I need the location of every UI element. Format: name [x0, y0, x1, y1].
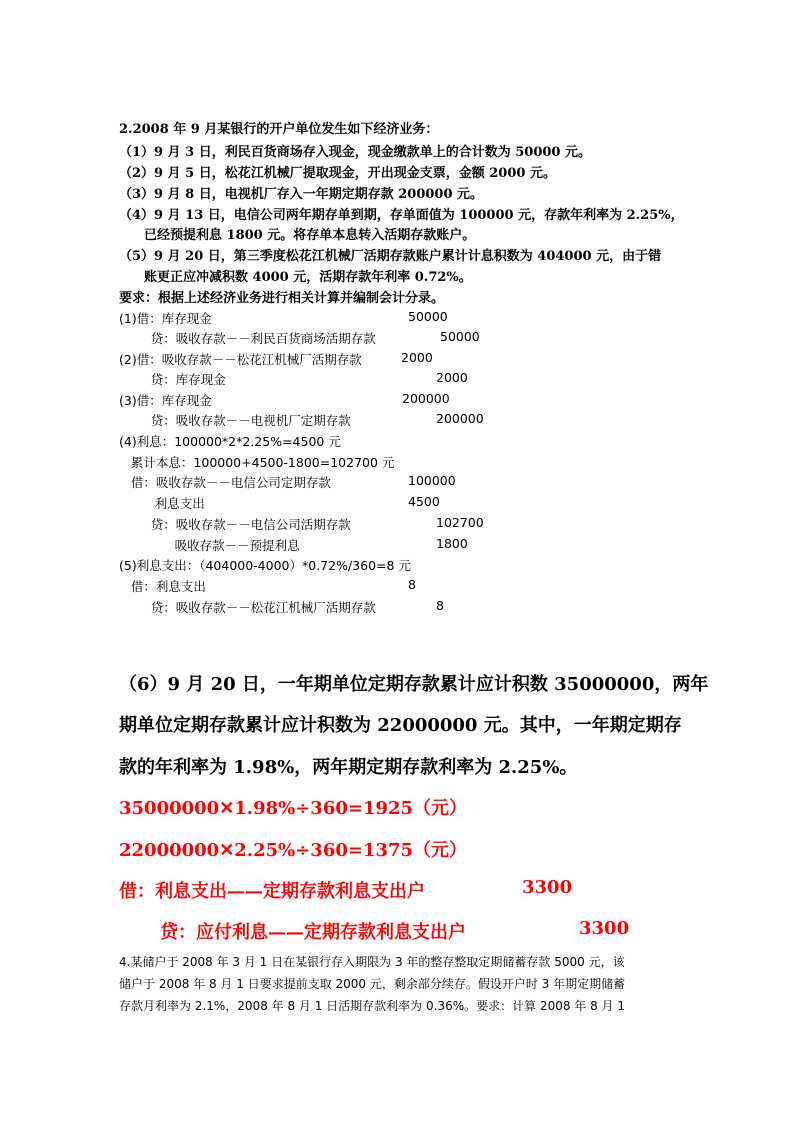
entry-4-credit-amount: 102700 [436, 515, 484, 530]
entry-1-debit: (1)借：库存现金 [119, 311, 212, 326]
entry-3-debit-amount: 200000 [402, 391, 450, 406]
entry-4-credit-2-amount: 1800 [436, 536, 468, 551]
entry-4-debit: 借：吸收存款－－电信公司定期存款 [119, 475, 331, 490]
entry-3-credit-amount: 200000 [436, 411, 484, 426]
item-3: （3）9 月 8 日，电视机厂存入一年期定期存款 200000 元。 [119, 187, 484, 202]
requirement-line: 要求：根据上述经济业务进行相关计算并编制会计分录。 [119, 291, 445, 306]
calc-line-2: 22000000✕2.25%÷360=1375（元） [119, 840, 468, 861]
entry-1-credit: 贷：吸收存款－－利民百货商场活期存款 [119, 331, 376, 346]
entry-4-interest: (4)利息：100000*2*2.25%=4500 元 [119, 434, 341, 449]
entry-1-credit-amount: 50000 [440, 329, 480, 344]
item-5-cont: 账更正应冲减积数 4000 元，活期存款年利率 0.72%。 [144, 270, 472, 285]
problem-4-line-3: 存款月利率为 2.1%，2008 年 8 月 1 日活期存款利率为 0.36%。要求：计算 2008 年 8 月 1 [119, 999, 626, 1013]
entry-5-interest: (5)利息支出：（404000-4000）*0.72%/360=8 元 [119, 558, 411, 573]
calc-line-1: 35000000✕1.98%÷360=1925（元） [119, 798, 468, 819]
problem-4-line-1: 4.某储户于 2008 年 3 月 1 日在某银行存入期限为 3 年的整存整取定期储蓄存款 5000 元，该 [119, 955, 625, 969]
entry-4-credit-2: 吸收存款－－预提利息 [119, 538, 300, 553]
item-6-line-3: 款的年利率为 1.98%，两年期定期存款利率为 2.25%。 [119, 757, 578, 778]
problem-4-line-2: 储户于 2008 年 8 月 1 日要求提前支取 2000 元，剩余部分续存。假设开户时 3 年期定期储蓄 [119, 977, 626, 991]
entry-5-credit: 贷：吸收存款－－松花江机械厂活期存款 [119, 600, 376, 615]
entry-4-debit-2-amount: 4500 [408, 494, 440, 509]
item-4-cont: 已经预提利息 1800 元。将存单本息转入活期存款账户。 [144, 228, 476, 243]
entry-3-credit: 贷：吸收存款－－电视机厂定期存款 [119, 413, 351, 428]
entry-2-credit: 贷：库存现金 [119, 372, 226, 387]
debit-line: 借：利息支出——定期存款利息支出户 [119, 881, 425, 902]
entry-4-debit-2: 利息支出 [119, 496, 205, 511]
entry-2-credit-amount: 2000 [436, 370, 468, 385]
item-6-line-1: （6）9 月 20 日，一年期单位定期存款累计应计积数 35000000，两年 [119, 674, 709, 695]
intro-line: 2.2008 年 9 月某银行的开户单位发生如下经济业务： [119, 122, 439, 137]
item-4: （4）9 月 13 日，电信公司两年期存单到期，存单面值为 100000 元，存款年利率为 2.25%， [119, 208, 684, 223]
entry-5-debit-amount: 8 [408, 577, 416, 592]
entry-1-debit-amount: 50000 [408, 309, 448, 324]
item-1: （1）9 月 3 日，利民百货商场存入现金，现金缴款单上的合计数为 50000 元。 [119, 145, 591, 160]
entry-4-credit: 贷：吸收存款－－电信公司活期存款 [119, 517, 351, 532]
item-6-line-2: 期单位定期存款累计应计积数为 22000000 元。其中，一年期定期存 [119, 715, 682, 736]
entry-5-credit-amount: 8 [436, 598, 444, 613]
entry-2-debit-amount: 2000 [401, 350, 433, 365]
entry-4-total: 累计本息：100000+4500-1800=102700 元 [119, 455, 395, 470]
entry-2-debit: (2)借：吸收存款－－松花江机械厂活期存款 [119, 352, 362, 367]
entry-3-debit: (3)借：库存现金 [119, 393, 212, 408]
item-2: （2）9 月 5 日，松花江机械厂提取现金，开出现金支票，金额 2000 元。 [119, 166, 556, 181]
credit-line: 贷：应付利息——定期存款利息支出户 [160, 922, 466, 943]
credit-amount: 3300 [579, 918, 630, 939]
item-5: （5）9 月 20 日，第三季度松花江机械厂活期存款账户累计计息积数为 404000 元，由于错 [119, 249, 662, 264]
entry-5-debit: 借：利息支出 [119, 579, 206, 594]
entry-4-debit-amount: 100000 [408, 473, 456, 488]
debit-amount: 3300 [522, 877, 573, 898]
